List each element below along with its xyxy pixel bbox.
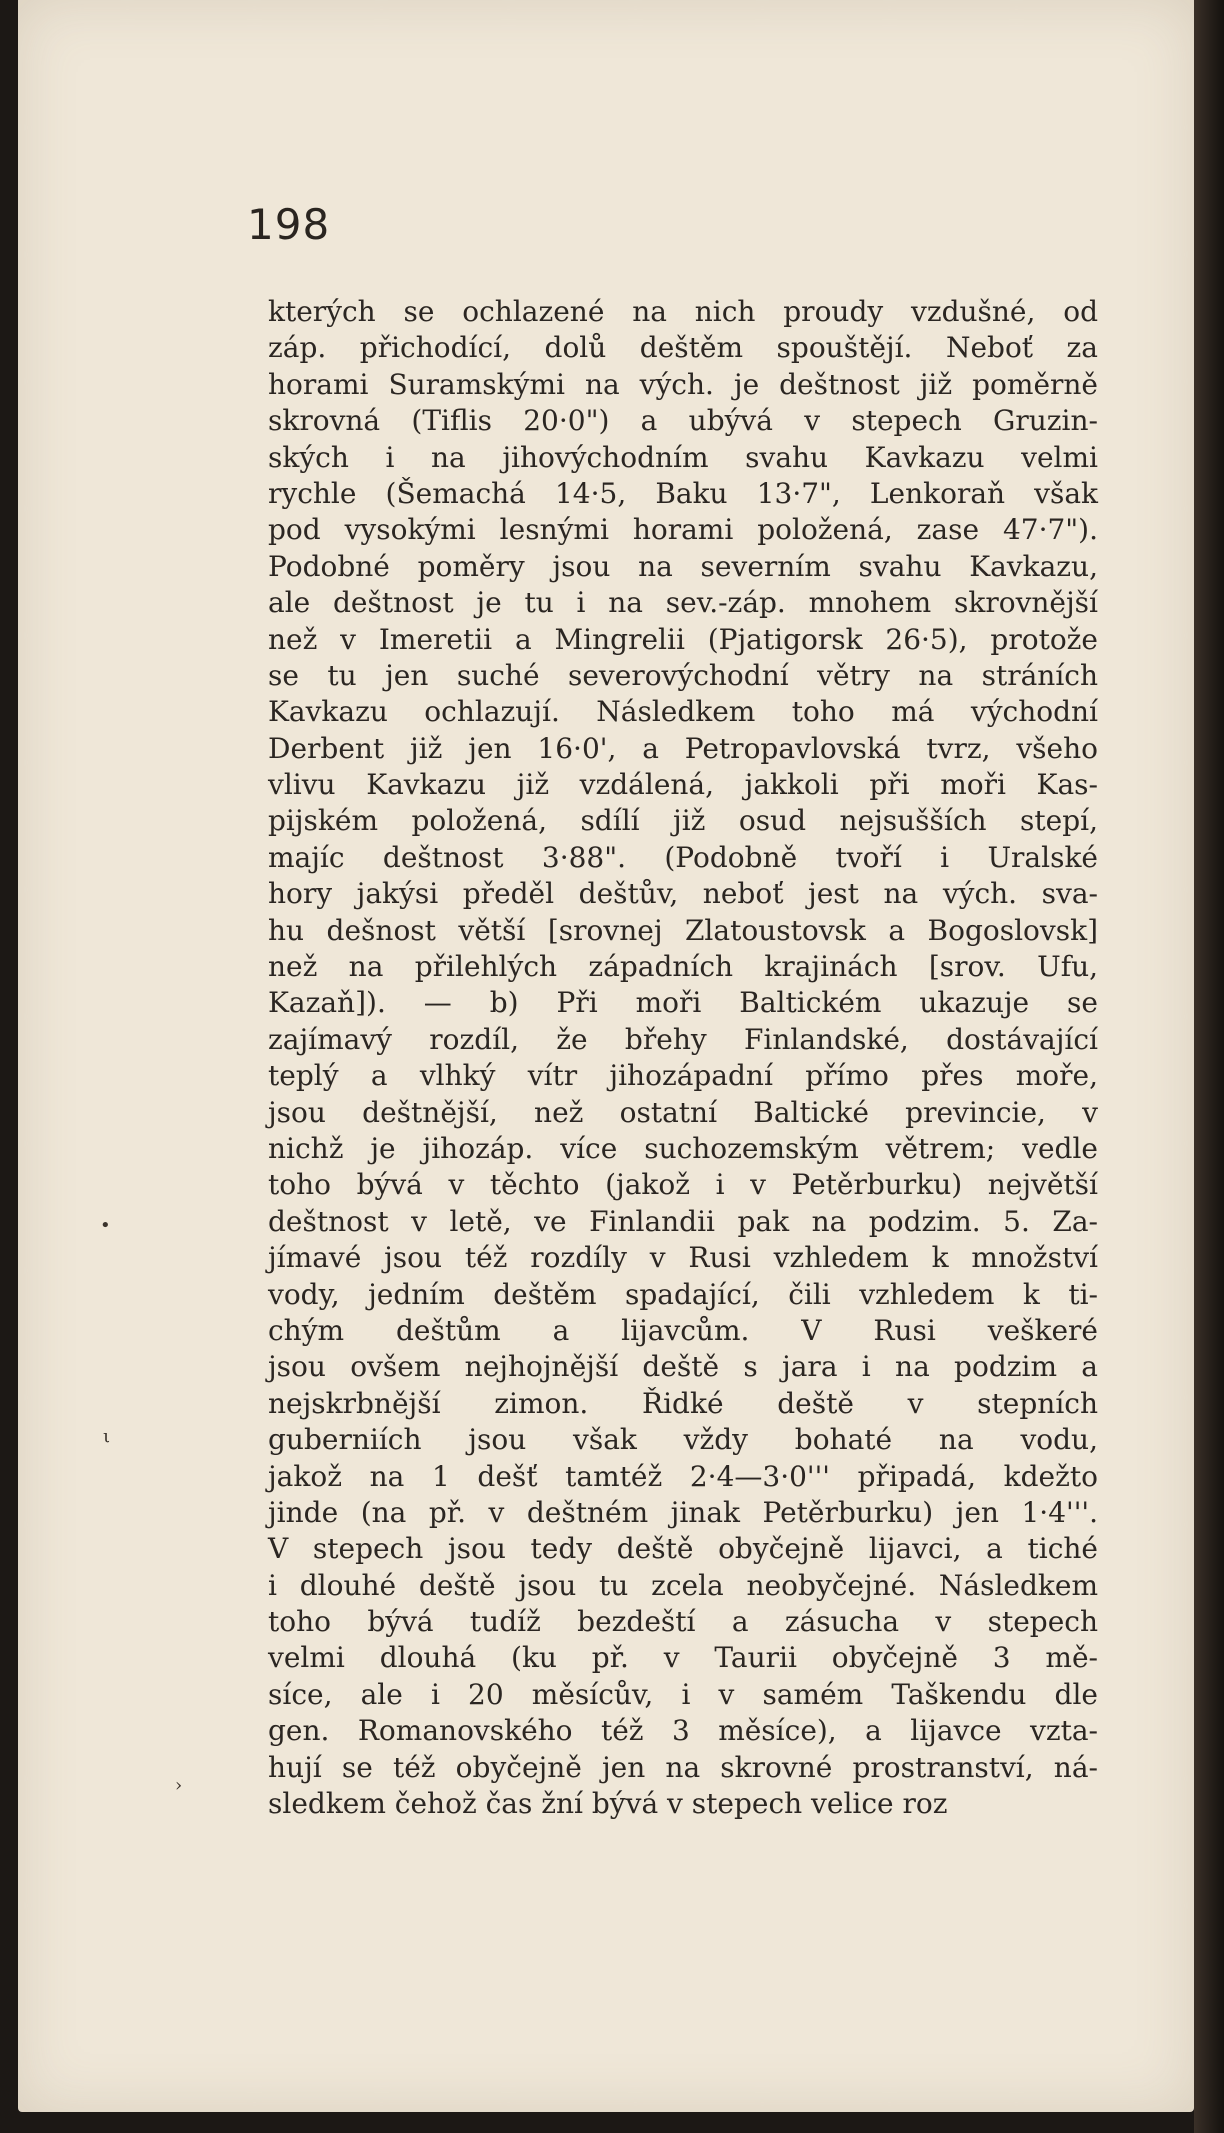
text-line: toho bývá v těchto (jakož i v Petěrburku) největší: [268, 1168, 1098, 1202]
text-line: toho bývá tudíž bezdeští a zásucha v stepech: [268, 1605, 1098, 1639]
text-line: majíc deštnost 3·88". (Podobně tvoří i Uralské: [268, 840, 1098, 874]
text-line: i dlouhé deště jsou tu zcela neobyčejné. Následkem: [268, 1568, 1098, 1602]
text-line: vody, jedním deštěm spadající, čili vzhledem k ti-: [268, 1277, 1098, 1311]
text-line: hory jakýsi předěl deštův, neboť jest na vých. sva-: [268, 877, 1098, 911]
text-line: Podobné poměry jsou na severním svahu Kavkazu,: [268, 549, 1098, 583]
text-line: pijském položená, sdílí již osud nejsušších stepí,: [268, 804, 1098, 838]
text-line: teplý a vlhký vítr jihozápadní přímo přes moře,: [268, 1059, 1098, 1093]
margin-mark: ›: [175, 1775, 183, 1796]
body-text: [268, 294, 1098, 1822]
text-line: nichž je jihozáp. více suchozemským větrem; vedle: [268, 1131, 1098, 1165]
text-line: Kazaň]). — b) Při moři Baltickém ukazuje se: [268, 986, 1098, 1020]
margin-mark: •: [100, 1215, 111, 1236]
text-line: jakož na 1 dešť tamtéž 2·4—3·0''' připadá, kdežto: [268, 1459, 1098, 1493]
text-line: skrovná (Tiflis 20·0") a ubývá v stepech Gruzin-: [268, 404, 1098, 438]
text-line: jímavé jsou též rozdíly v Rusi vzhledem k množství: [268, 1241, 1098, 1275]
text-line: sledkem čehož čas žní bývá v stepech velice roz: [268, 1787, 948, 1821]
text-line: nejskrbnější zimon. Řidké deště v stepních: [268, 1386, 1098, 1420]
text-line: hu dešnost větší [srovnej Zlatoustovsk a Bogoslovsk]: [268, 913, 1098, 947]
text-line: ských i na jihovýchodním svahu Kavkazu velmi: [268, 440, 1098, 474]
margin-mark: ι: [103, 1426, 111, 1447]
text-line: zajímavý rozdíl, že břehy Finlandské, dostávající: [268, 1022, 1098, 1056]
book-page: [18, 0, 1194, 2112]
text-line: rychle (Šemachá 14·5, Baku 13·7", Lenkoraň však: [268, 476, 1098, 510]
text-line: než na přilehlých západních krajinách [srov. Ufu,: [268, 950, 1098, 984]
text-line: ale deštnost je tu i na sev.-záp. mnohem skrovnější: [268, 586, 1098, 620]
page-number: 198: [247, 200, 331, 249]
text-line: deštnost v letě, ve Finlandii pak na podzim. 5. Za-: [268, 1204, 1098, 1238]
text-line: záp. přichodící, dolů deštěm spouštějí. Neboť za: [268, 331, 1098, 365]
text-line: jsou deštnější, než ostatní Baltické previncie, v: [268, 1095, 1098, 1129]
text-line: jinde (na př. v deštném jinak Petěrburku) jen 1·4'''.: [268, 1495, 1098, 1529]
text-line: se tu jen suché severovýchodní větry na stráních: [268, 658, 1098, 692]
text-line: pod vysokými lesnými horami položená, zase 47·7").: [268, 513, 1098, 547]
text-line: velmi dlouhá (ku př. v Taurii obyčejně 3 mě-: [268, 1641, 1098, 1675]
text-line: hují se též obyčejně jen na skrovné prostranství, ná-: [268, 1750, 1098, 1784]
text-line: chým deštům a lijavcům. V Rusi veškeré: [268, 1313, 1098, 1347]
text-line: než v Imeretii a Mingrelii (Pjatigorsk 26·5), protože: [268, 622, 1098, 656]
text-line: kterých se ochlazené na nich proudy vzdušné, od: [268, 295, 1098, 328]
book-spine-edge: [1194, 0, 1224, 2133]
text-line: vlivu Kavkazu již vzdálená, jakkoli při moři Kas-: [268, 768, 1098, 802]
text-line: gen. Romanovského též 3 měsíce), a lijavce vzta-: [268, 1714, 1098, 1748]
text-line: Kavkazu ochlazují. Následkem toho má východní: [268, 695, 1098, 729]
text-line: guberniích jsou však vždy bohaté na vodu,: [268, 1423, 1098, 1457]
text-line: horami Suramskými na vých. je deštnost již poměrně: [268, 367, 1098, 401]
text-line: síce, ale i 20 měsícův, i v samém Taškendu dle: [268, 1677, 1098, 1711]
text-line: Derbent již jen 16·0', a Petropavlovská tvrz, všeho: [268, 731, 1098, 765]
text-line: jsou ovšem nejhojnější deště s jara i na podzim a: [268, 1350, 1098, 1384]
text-line: V stepech jsou tedy deště obyčejně lijavci, a tiché: [268, 1532, 1098, 1566]
